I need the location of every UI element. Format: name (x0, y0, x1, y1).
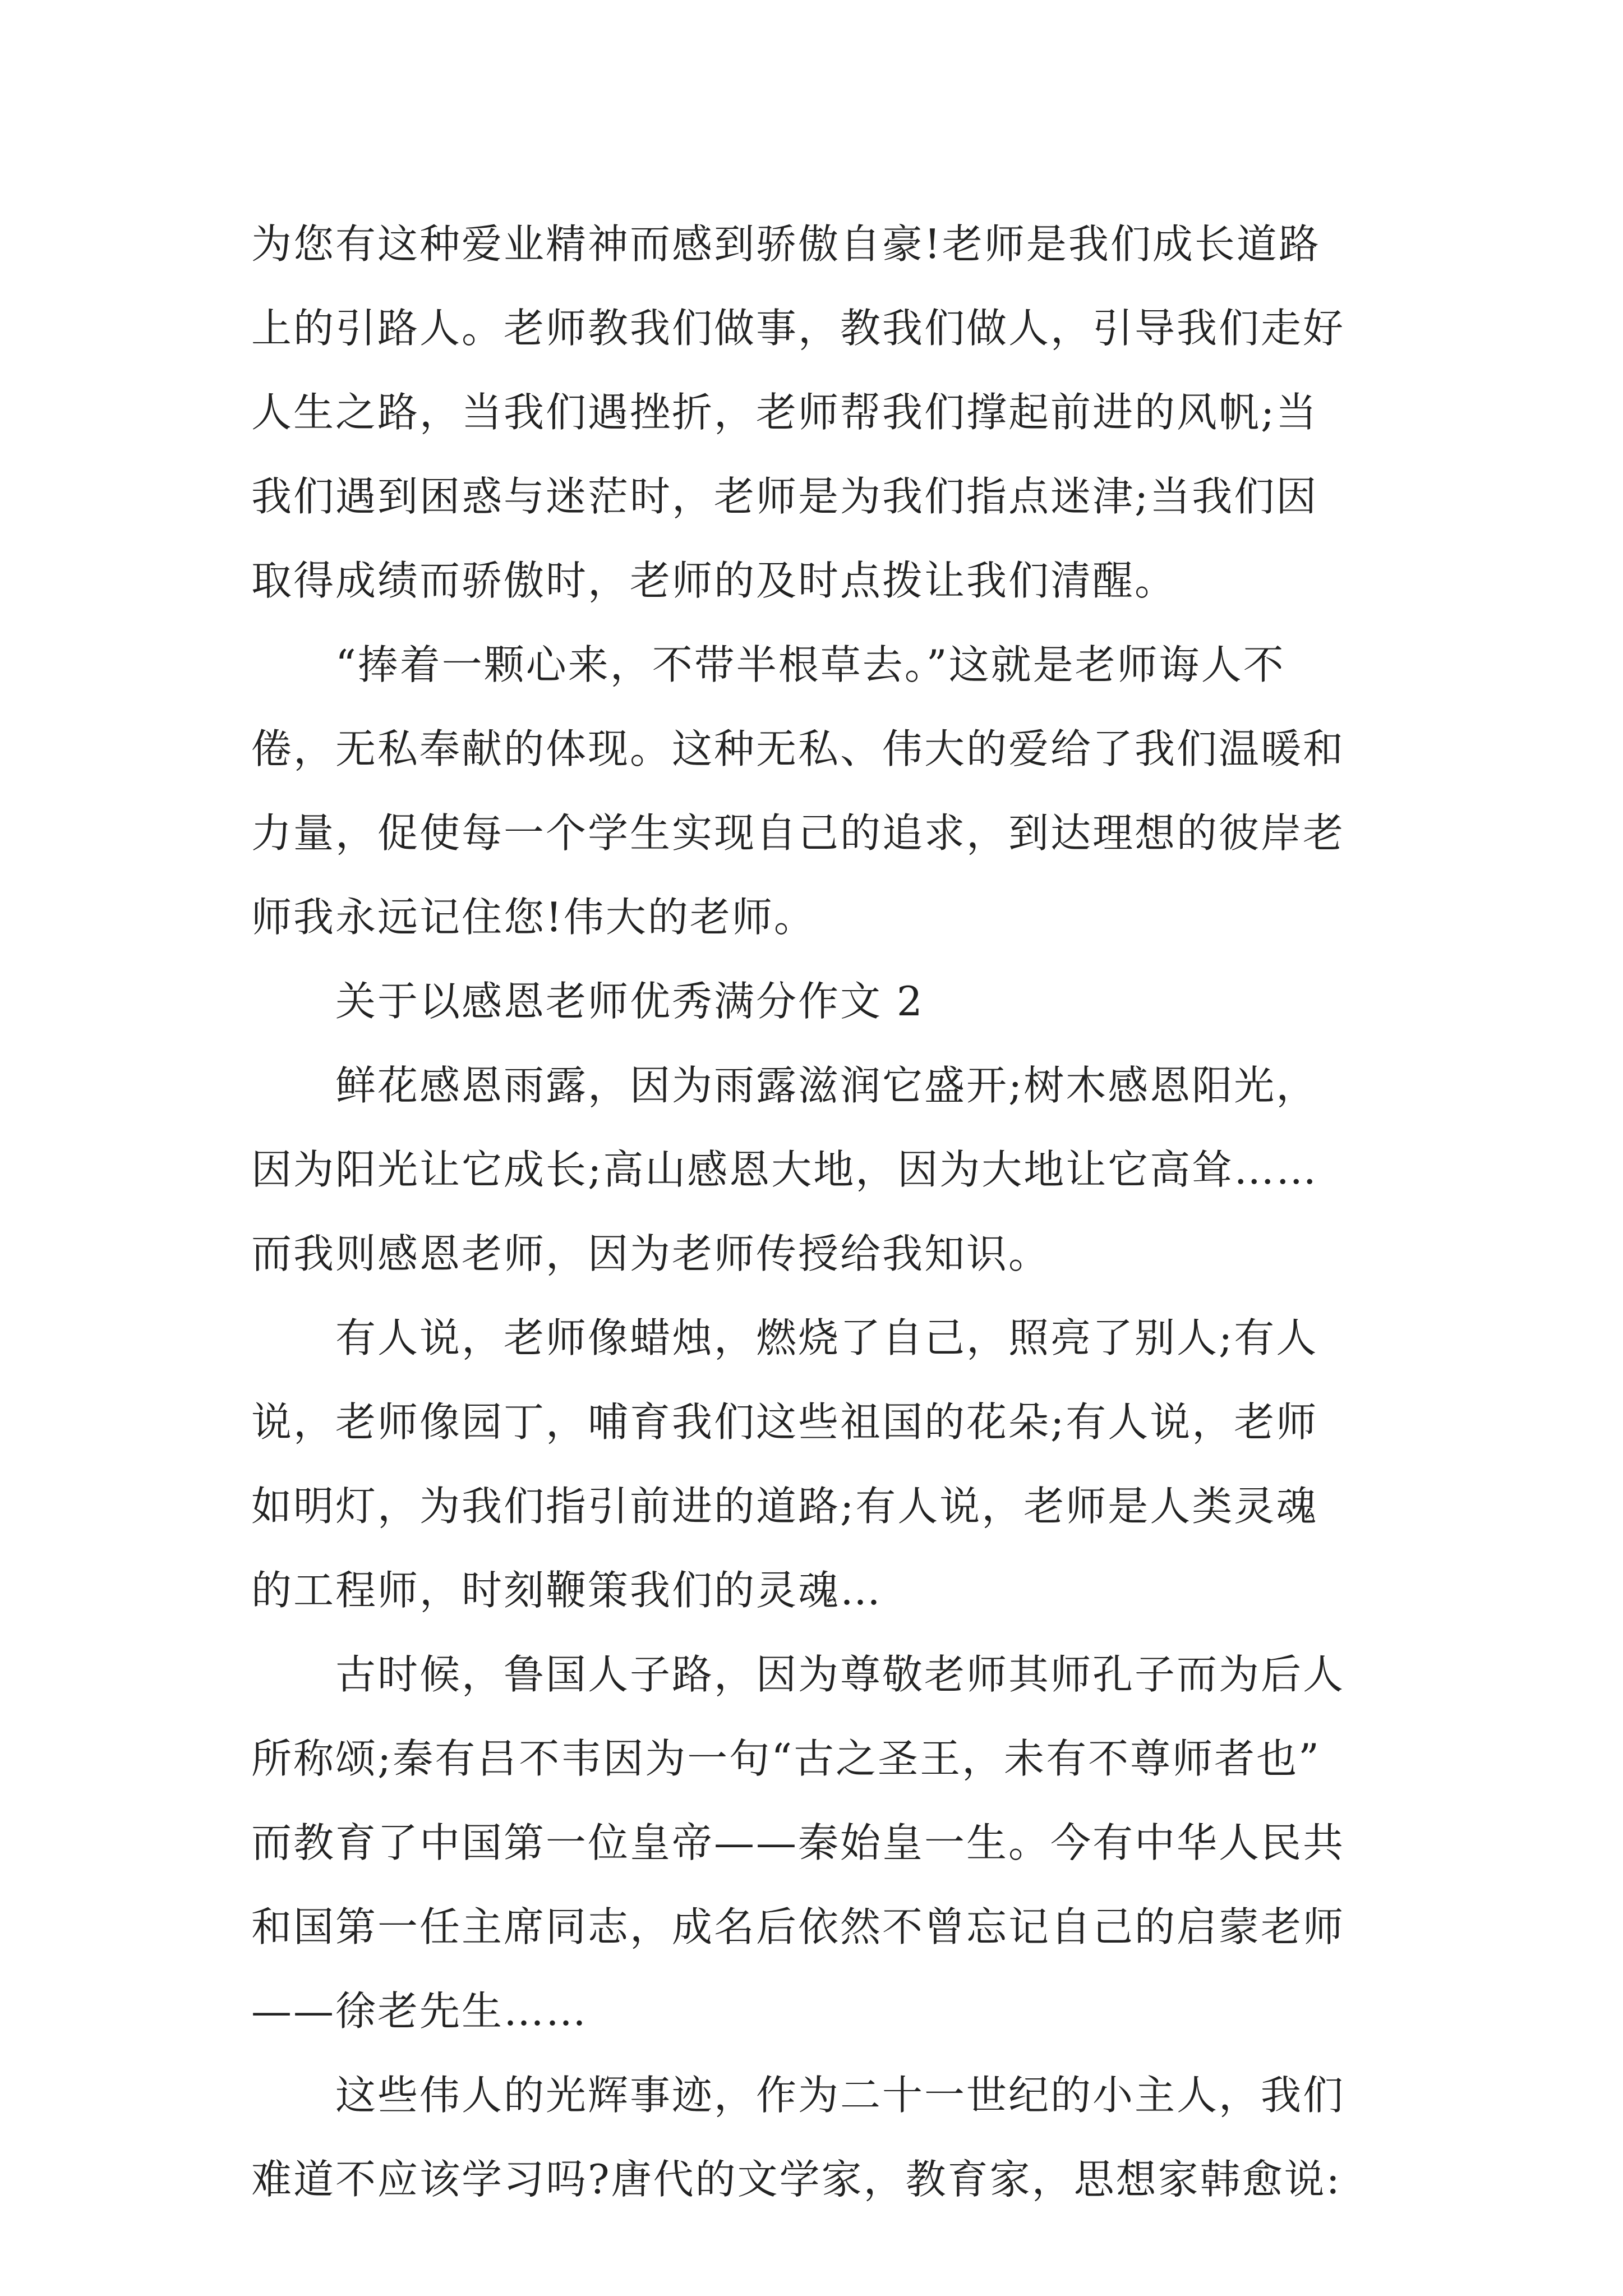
paragraph-start-line: 这些伟人的光辉事迹，作为二十一世纪的小主人，我们 (335, 2072, 1345, 2119)
text-line: 而教育了中国第一位皇帝——秦始皇一生。今有中华人民共 (251, 1819, 1345, 1866)
paragraph-start-line: 有人说，老师像蜡烛，燃烧了自己，照亮了别人;有人 (335, 1314, 1318, 1361)
text-line: 取得成绩而骄傲时，老师的及时点拨让我们清醒。 (251, 557, 1177, 604)
section-heading: 关于以感恩老师优秀满分作文 2 (335, 978, 924, 1025)
text-line: 的工程师，时刻鞭策我们的灵魂… (251, 1567, 883, 1614)
text-line: 师我永远记住您!伟大的老师。 (251, 894, 816, 941)
text-line: 如明灯，为我们指引前进的道路;有人说，老师是人类灵魂 (251, 1483, 1318, 1530)
text-line: 我们遇到困惑与迷茫时，老师是为我们指点迷津;当我们因 (251, 473, 1318, 520)
text-line: 人生之路，当我们遇挫折，老师帮我们撑起前进的风帆;当 (251, 389, 1318, 436)
text-line: 和国第一任主席同志，成名后依然不曾忘记自己的启蒙老师 (251, 1903, 1345, 1950)
paragraph-start-line: “捧着一颗心来，不带半根草去。”这就是老师诲人不 (335, 641, 1285, 688)
text-line: 说，老师像园丁，哺育我们这些祖国的花朵;有人说，老师 (251, 1398, 1318, 1446)
text-line: 为您有这种爱业精神而感到骄傲自豪!老师是我们成长道路 (251, 220, 1321, 268)
paragraph-start-line: 鲜花感恩雨露，因为雨露滋润它盛开;树木感恩阳光， (335, 1062, 1318, 1109)
text-line: ——徐老先生…… (251, 1987, 588, 2035)
text-line: 上的引路人。老师教我们做事，教我们做人，引导我们走好 (251, 305, 1345, 352)
text-line: 而我则感恩老师，因为老师传授给我知识。 (251, 1230, 1051, 1277)
text-line: 难道不应该学习吗?唐代的文学家，教育家，思想家韩愈说: (251, 2156, 1341, 2203)
paragraph-start-line: 古时候，鲁国人子路，因为尊敬老师其师孔子而为后人 (335, 1651, 1345, 1698)
text-line: 力量，促使每一个学生实现自己的追求，到达理想的彼岸老 (251, 809, 1345, 857)
text-line: 因为阳光让它成长;高山感恩大地，因为大地让它高耸…… (251, 1146, 1318, 1193)
text-line: 所称颂;秦有吕不韦因为一句“古之圣王，未有不尊师者也” (251, 1735, 1321, 1782)
essay-text (251, 202, 1437, 2221)
text-line: 倦，无私奉献的体现。这种无私、伟大的爱给了我们温暖和 (251, 725, 1345, 772)
